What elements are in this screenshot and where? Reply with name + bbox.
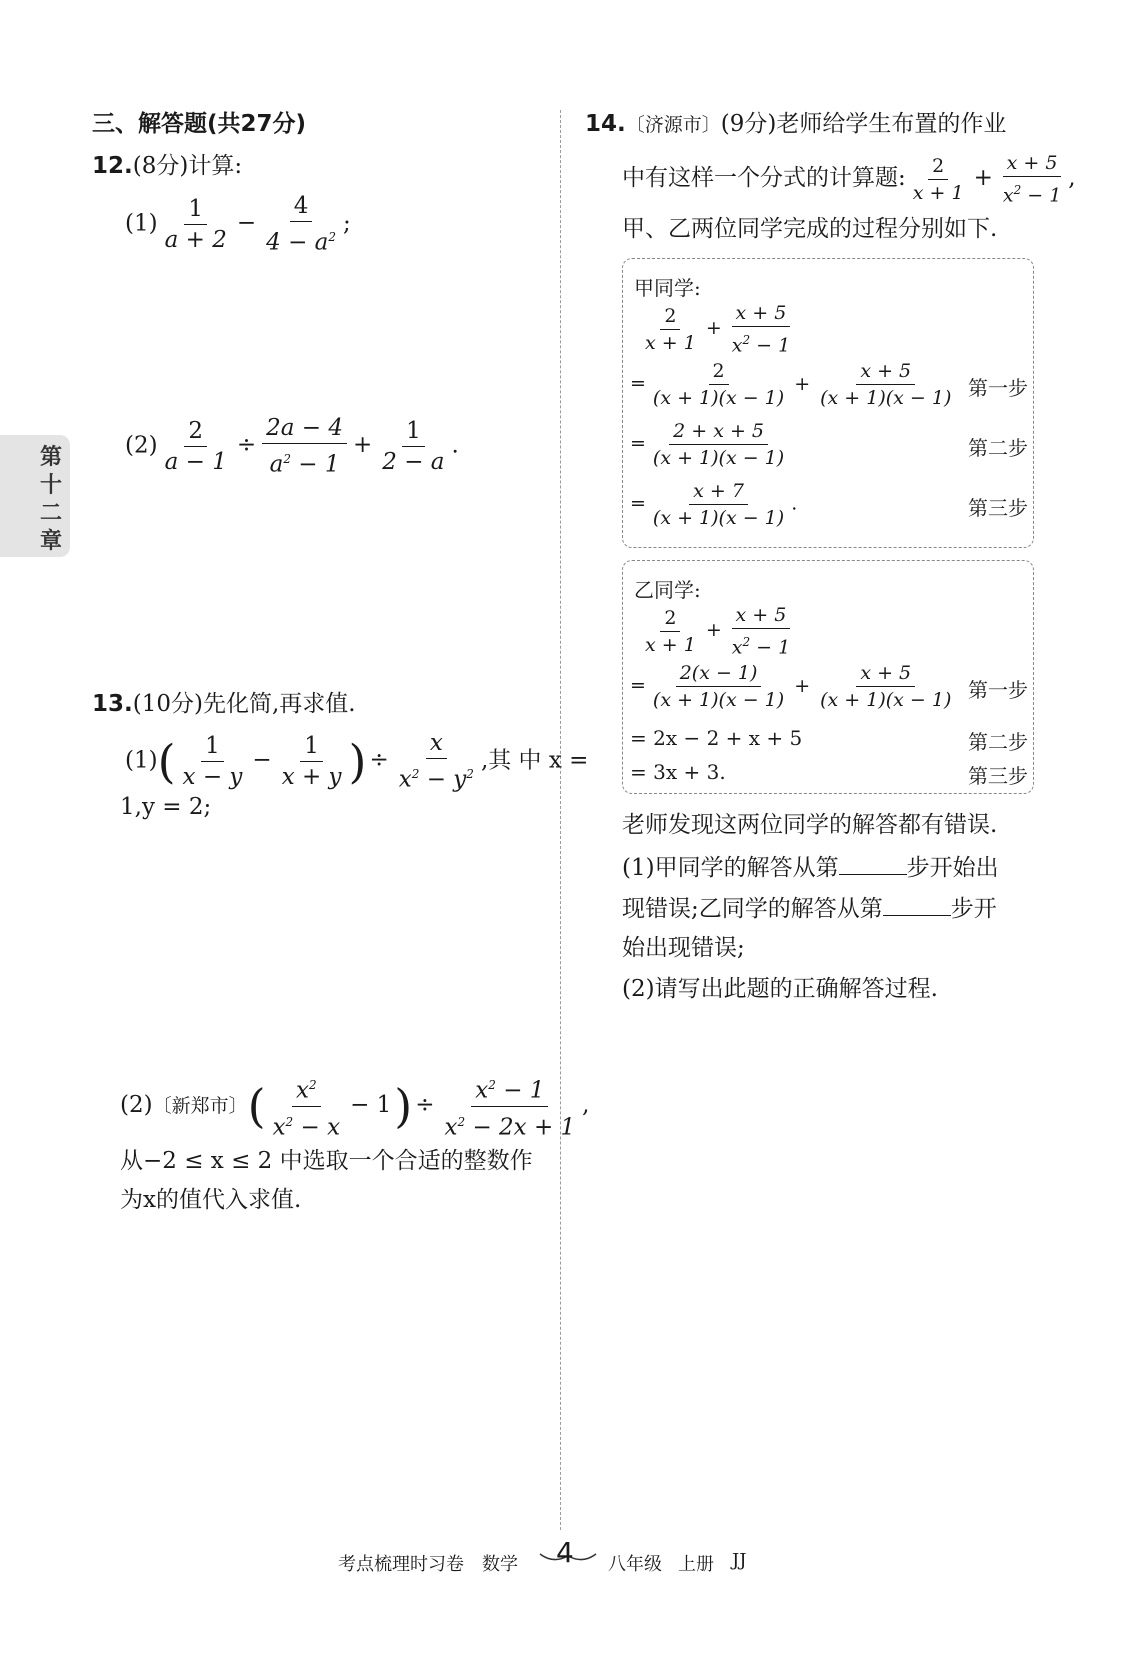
fraction: $\frac{x^2}{x^2 - x}$: [269, 1072, 345, 1140]
q13-header: [92, 690, 356, 718]
q12-p2-label: (2): [125, 432, 158, 459]
q13-score: (10分)先化简,再求值.: [132, 691, 356, 717]
yi-line3: = 3x + 3.: [630, 760, 726, 784]
footer-volume: 上册: [678, 1554, 714, 1575]
fraction: $\frac{x + 5}{(x + 1)(x - 1)}$: [820, 360, 952, 409]
q14-header: [585, 110, 1006, 139]
q13-p1-label: (1): [125, 747, 158, 774]
fraction: $\frac{2}{x + 1}$: [645, 606, 696, 656]
jia-step3: 第三步: [968, 496, 1028, 520]
q13-number: 13.: [92, 691, 133, 717]
yi-step1: 第一步: [968, 678, 1028, 702]
fraction: $\frac{1}{x + y}$: [281, 732, 342, 790]
q14-line2: 中有这样一个分式的计算题: $\frac{2}{x + 1}$ + $\frac{x + 5}{x^2 - 1}$ ,: [622, 152, 1076, 207]
fraction: $\frac{1}{2 - a}$: [382, 417, 445, 475]
q14-line3: 甲、乙两位同学完成的过程分别如下.: [622, 216, 998, 242]
footer-subject: 数学: [482, 1554, 518, 1575]
jia-step1: 第一步: [968, 376, 1028, 400]
jia-step2: 第二步: [968, 436, 1028, 460]
q14-ask1-line3: 始出现错误;: [622, 935, 745, 961]
fraction: $\frac{2}{x + 1}$: [912, 154, 964, 204]
q14-ask1-text4: 步开: [950, 896, 997, 922]
q14-line2-text: 中有这样一个分式的计算题:: [622, 165, 906, 192]
jia-title: 甲同学:: [634, 276, 701, 300]
fraction: $\frac{1}{x - y}$: [182, 732, 243, 790]
fraction: $\frac{x}{x^2 - y^2}$: [398, 730, 474, 793]
fraction: $\frac{2}{x + 1}$: [645, 304, 696, 354]
fraction: $\frac{4}{4 - a^2}$: [266, 193, 337, 256]
jia-line2: = $\frac{2 + x + 5}{(x + 1)(x - 1)}$: [630, 420, 791, 469]
q12-part1: (1) $\frac{1}{a + 2}$ − $\frac{4}{4 - a^2}$ ;: [125, 193, 351, 256]
fraction: $\frac{2 + x + 5}{(x + 1)(x - 1)}$: [652, 420, 785, 469]
yi-step2: 第二步: [968, 730, 1028, 754]
q13-p2-label: (2): [120, 1092, 153, 1119]
q12-header: [92, 152, 242, 180]
fraction: $\frac{x + 5}{x^2 - 1}$: [731, 604, 791, 659]
section-title: 三、解答题(共27分): [92, 111, 307, 137]
q14-score: (9分)老师给学生布置的作业: [720, 111, 1007, 137]
fraction: $\frac{x + 5}{x^2 - 1}$: [1002, 152, 1062, 207]
q12-number: 12.: [92, 153, 133, 179]
fraction: $\frac{1}{a + 2}$: [164, 195, 227, 253]
column-divider: [560, 110, 561, 1530]
chapter-tab-char: 十: [40, 473, 63, 498]
q12-p1-label: (1): [125, 210, 158, 237]
jia-line3: = $\frac{x + 7}{(x + 1)(x - 1)}$ .: [630, 480, 798, 529]
q13-part2: (2)〔新郑市〕( $\frac{x^2}{x^2 - x}$ − 1) ÷ $\frac{x^2 - 1}{x^2 - 2x + 1}$ ,: [120, 1072, 589, 1140]
q14-number: 14.: [585, 111, 626, 137]
fraction: $\frac{2}{(x + 1)(x - 1)}$: [652, 360, 785, 409]
fraction: $\frac{x + 7}{(x + 1)(x - 1)}$: [652, 480, 785, 529]
fraction: $\frac{x^2 - 1}{x^2 - 2x + 1}$: [441, 1072, 580, 1140]
q12-score: (8分)计算:: [132, 153, 243, 179]
chapter-tab-char: 第: [40, 445, 63, 470]
q14-source: 〔济源市〕: [625, 114, 721, 136]
yi-title: 乙同学:: [634, 578, 701, 602]
chapter-tab-char: 章: [40, 529, 63, 554]
jia-line0: $\frac{2}{x + 1}$ + $\frac{x + 5}{x^2 - 1}$: [638, 302, 797, 356]
fraction: $\frac{2}{a - 1}$: [164, 417, 227, 475]
q14-ask2: (2)请写出此题的正确解答过程.: [622, 976, 938, 1002]
yi-line2: = 2x − 2 + x + 5: [630, 726, 803, 750]
q13-p2-line2: 从−2 ≤ x ≤ 2 中选取一个合适的整数作: [120, 1148, 533, 1174]
chapter-tab-char: 二: [40, 501, 63, 526]
q13-p2-source: 〔新郑市〕: [152, 1095, 248, 1118]
q13-p2-line3: 为x的值代入求值.: [120, 1187, 302, 1213]
q14-ask1-line2: [622, 893, 997, 923]
yi-line1: = $\frac{2(x - 1)}{(x + 1)(x - 1)}$ + $\frac{x + 5}{(x + 1)(x - 1)}$: [630, 662, 958, 711]
q13-p1-condition: ,其 中 x =: [480, 747, 589, 774]
yi-step3: 第三步: [968, 764, 1028, 788]
q14-ask1-text: (1)甲同学的解答从第: [622, 855, 839, 881]
q14-ask1-text2: 步开始出: [906, 855, 999, 881]
jia-line1: = $\frac{2}{(x + 1)(x - 1)}$ + $\frac{x + 5}{(x + 1)(x - 1)}$: [630, 360, 958, 409]
q12-part2: (2) $\frac{2}{a - 1}$ ÷ $\frac{2a - 4}{a^2 - 1}$ + $\frac{1}{2 - a}$ .: [125, 415, 459, 478]
footer-book-title: 考点梳理时习卷: [338, 1554, 464, 1575]
footer-edition: JJ: [732, 1550, 747, 1571]
q14-ask1-line1: [622, 852, 999, 882]
q14-ask1-text3: 现错误;乙同学的解答从第: [622, 896, 883, 922]
yi-line0: $\frac{2}{x + 1}$ + $\frac{x + 5}{x^2 - 1}$: [638, 604, 797, 658]
fraction: $\frac{x + 5}{x^2 - 1}$: [731, 302, 791, 357]
fraction: $\frac{2a - 4}{a^2 - 1}$: [262, 415, 347, 478]
q13-part1: (1)( $\frac{1}{x - y}$ − $\frac{1}{x + y}$ ) ÷ $\frac{x}{x^2 - y^2}$ ,其 中 x =: [125, 730, 589, 793]
answer-blank-yi[interactable]: [883, 893, 951, 916]
fraction: $\frac{x + 5}{(x + 1)(x - 1)}$: [820, 662, 952, 711]
answer-blank-jia[interactable]: [839, 852, 907, 875]
footer-page-number: 4: [556, 1536, 574, 1569]
q14-after: 老师发现这两位同学的解答都有错误.: [622, 812, 998, 838]
fraction: $\frac{2(x - 1)}{(x + 1)(x - 1)}$: [652, 662, 785, 711]
footer-grade: 八年级: [608, 1554, 662, 1575]
q13-p1-condition-line2: 1,y = 2;: [120, 794, 212, 820]
